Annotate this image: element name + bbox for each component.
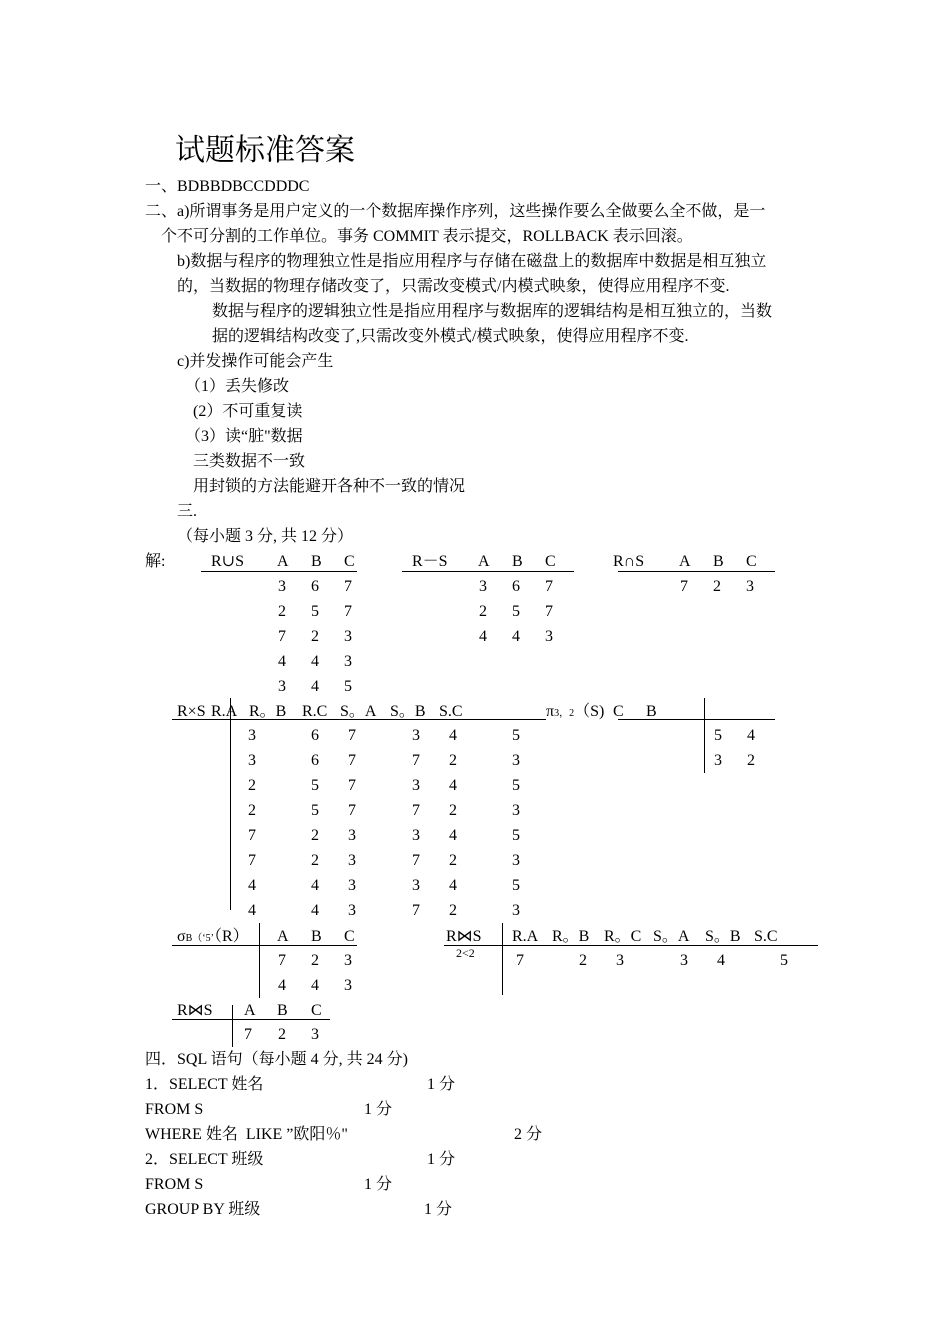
projection-col-b: B	[646, 703, 657, 720]
product-cell: 3	[512, 802, 520, 819]
sql-line-score: 1 分	[424, 1201, 453, 1218]
intersection-name: R∩S	[613, 553, 645, 570]
sql-line-score: 2 分	[514, 1126, 543, 1143]
section-2-c-line-4: 三类数据不一致	[193, 453, 306, 470]
projection-cell: 4	[747, 727, 755, 744]
selection-cell: 7	[278, 952, 286, 969]
product-cell: 3	[348, 827, 356, 844]
union-cell: 3	[344, 653, 352, 670]
section-2-b-line-4: 据的逻辑结构改变了,只需改变外模式/模式映象，使得应用程序不变.	[212, 328, 689, 345]
theta-join-col-sb: S。B	[705, 928, 741, 945]
product-cell: 3	[512, 852, 520, 869]
natural-join-column-rule	[232, 1005, 233, 1047]
intersection-col-b: B	[713, 553, 724, 570]
theta-join-cell: 3	[680, 952, 688, 969]
product-cell: 3	[412, 777, 420, 794]
product-cell: 5	[512, 877, 520, 894]
theta-join-header-rule	[444, 945, 818, 946]
selection-subscript: B（‘5’	[185, 933, 214, 944]
difference-col-a: A	[478, 553, 490, 570]
difference-cell: 2	[479, 603, 487, 620]
sql-line: FROM S	[145, 1101, 204, 1118]
difference-cell: 3	[545, 628, 553, 645]
theta-join-cell: 7	[516, 952, 524, 969]
product-name: R×S	[177, 703, 206, 720]
difference-cell: 6	[512, 578, 520, 595]
product-col-sb: S。B	[390, 703, 426, 720]
selection-col-b: B	[311, 928, 322, 945]
union-cell: 4	[278, 653, 286, 670]
union-cell: 7	[278, 628, 286, 645]
product-cell: 7	[412, 752, 420, 769]
product-cell: 7	[248, 852, 256, 869]
natural-join-header-rule	[172, 1019, 330, 1020]
product-cell: 5	[512, 727, 520, 744]
product-cell: 6	[311, 727, 319, 744]
intersection-header-rule	[618, 571, 775, 572]
product-cell: 4	[248, 877, 256, 894]
selection-col-a: A	[277, 928, 289, 945]
sql-line-score: 1 分	[364, 1101, 393, 1118]
product-cell: 4	[449, 727, 457, 744]
projection-label	[546, 702, 604, 724]
projection-cell: 5	[714, 727, 722, 744]
theta-join-cell: 2	[579, 952, 587, 969]
product-cell: 3	[512, 752, 520, 769]
difference-col-c: C	[545, 553, 556, 570]
difference-col-b: B	[512, 553, 523, 570]
intersection-cell: 2	[713, 578, 721, 595]
section-1-answers: 一、BDBBDBCCDDDC	[145, 178, 310, 195]
product-cell: 3	[248, 752, 256, 769]
sql-line-score: 1 分	[364, 1176, 393, 1193]
projection-pi: π	[546, 703, 555, 720]
difference-name: R－S	[412, 553, 448, 570]
selection-cell: 4	[311, 977, 319, 994]
union-cell: 2	[311, 628, 319, 645]
section-4-heading: 四．SQL 语句（每小题 4 分, 共 24 分)	[145, 1051, 408, 1068]
product-cell: 4	[449, 827, 457, 844]
theta-join-col-rc: R。C	[604, 928, 642, 945]
union-cell: 4	[311, 678, 319, 695]
union-cell: 5	[311, 603, 319, 620]
product-cell: 7	[348, 777, 356, 794]
sql-line: FROM S	[145, 1176, 204, 1193]
section-3-heading: 三.	[177, 503, 198, 520]
product-cell: 2	[311, 852, 319, 869]
natural-join-col-c: C	[311, 1002, 322, 1019]
product-cell: 5	[512, 777, 520, 794]
product-cell: 5	[512, 827, 520, 844]
selection-cell: 3	[344, 952, 352, 969]
section-2-c-line-2: (2）不可重复读	[193, 403, 303, 420]
product-cell: 3	[412, 877, 420, 894]
product-cell: 7	[348, 727, 356, 744]
theta-join-cell: 3	[616, 952, 624, 969]
theta-join-column-rule	[502, 923, 503, 995]
product-cell: 3	[348, 877, 356, 894]
product-cell: 5	[311, 802, 319, 819]
theta-join-cell: 4	[717, 952, 725, 969]
product-cell: 2	[248, 802, 256, 819]
union-col-a: A	[277, 553, 289, 570]
product-col-ra: R.A	[211, 703, 238, 720]
difference-cell: 4	[512, 628, 520, 645]
selection-column-rule	[259, 923, 260, 998]
projection-argument: （S)	[574, 703, 605, 720]
product-cell: 7	[348, 802, 356, 819]
difference-cell: 7	[545, 603, 553, 620]
natural-join-cell: 2	[278, 1026, 286, 1043]
section-2-b-line-1: b)数据与程序的物理独立性是指应用程序与存储在磁盘上的数据库中数据是相互独立	[177, 253, 767, 270]
product-col-rb: R。B	[249, 703, 287, 720]
section-2-c-line-5: 用封锁的方法能避开各种不一致的情况	[193, 478, 466, 495]
sql-line: WHERE 姓名 LIKE ”欧阳％"	[145, 1126, 348, 1143]
selection-cell: 3	[344, 977, 352, 994]
natural-join-col-a: A	[244, 1002, 256, 1019]
natural-join-name: R⋈S	[177, 1002, 213, 1019]
section-3-score: （每小题 3 分, 共 12 分）	[177, 528, 354, 545]
product-cell: 7	[412, 852, 420, 869]
product-col-rc: R.C	[302, 703, 328, 720]
projection-subscript: 3，2	[554, 708, 575, 719]
section-2-b-line-3: 数据与程序的逻辑独立性是指应用程序与数据库的逻辑结构是相互独立的，当数	[212, 303, 773, 320]
section-2-c-line-0: c)并发操作可能会产生	[177, 353, 334, 370]
projection-col-c: C	[613, 703, 624, 720]
product-cell: 3	[412, 827, 420, 844]
product-cell: 4	[248, 902, 256, 919]
theta-join-condition: 2<2	[456, 946, 475, 960]
selection-cell: 2	[311, 952, 319, 969]
theta-join-cell: 5	[780, 952, 788, 969]
product-cell: 3	[348, 902, 356, 919]
page-title: 试题标准答案	[175, 133, 355, 168]
product-cell: 2	[449, 902, 457, 919]
natural-join-cell: 7	[244, 1026, 252, 1043]
product-header-rule	[172, 719, 546, 720]
projection-cell: 2	[747, 752, 755, 769]
union-cell: 4	[311, 653, 319, 670]
sql-line: 1．SELECT 姓名	[145, 1076, 264, 1093]
union-cell: 7	[344, 578, 352, 595]
section-2-a-line-2: 个不可分割的工作单位。事务 COMMIT 表示提交，ROLLBACK 表示回滚。	[161, 228, 693, 245]
intersection-cell: 3	[746, 578, 754, 595]
theta-join-col-rb: R。B	[552, 928, 590, 945]
union-cell: 7	[344, 603, 352, 620]
product-cell: 7	[248, 827, 256, 844]
projection-header-rule	[618, 719, 775, 720]
product-cell: 6	[311, 752, 319, 769]
intersection-col-c: C	[746, 553, 757, 570]
union-cell: 3	[344, 628, 352, 645]
theta-join-col-sc: S.C	[754, 928, 778, 945]
product-col-sc: S.C	[439, 703, 463, 720]
selection-sigma: σ	[177, 928, 186, 945]
solution-label: 解:	[145, 553, 166, 570]
natural-join-col-b: B	[277, 1002, 288, 1019]
theta-join-name: R⋈S	[446, 928, 482, 945]
union-header-rule	[201, 571, 357, 572]
sql-line-score: 1 分	[427, 1151, 456, 1168]
section-2-a-line-1: 二、a)所谓事务是用户定义的一个数据库操作序列，这些操作要么全做要么全不做，是一	[145, 203, 766, 220]
difference-header-rule	[402, 571, 574, 572]
product-cell: 7	[348, 752, 356, 769]
difference-cell: 7	[545, 578, 553, 595]
union-name: R∪S	[211, 553, 244, 570]
intersection-col-a: A	[679, 553, 691, 570]
sql-line: 2．SELECT 班级	[145, 1151, 264, 1168]
product-cell: 3	[248, 727, 256, 744]
sql-line: GROUP BY 班级	[145, 1201, 261, 1218]
union-cell: 2	[278, 603, 286, 620]
difference-cell: 5	[512, 603, 520, 620]
union-cell: 3	[278, 678, 286, 695]
intersection-cell: 7	[680, 578, 688, 595]
difference-cell: 3	[479, 578, 487, 595]
product-cell: 3	[512, 902, 520, 919]
section-2-c-line-3: （3）读“脏"数据	[185, 428, 303, 445]
union-cell: 6	[311, 578, 319, 595]
selection-argument: （R）	[213, 928, 249, 945]
projection-column-rule	[704, 698, 705, 773]
selection-cell: 4	[278, 977, 286, 994]
product-cell: 3	[348, 852, 356, 869]
product-cell: 7	[412, 802, 420, 819]
product-cell: 3	[412, 727, 420, 744]
selection-header-rule	[172, 945, 357, 946]
union-col-b: B	[311, 553, 322, 570]
union-cell: 3	[278, 578, 286, 595]
theta-join-col-ra: R.A	[512, 928, 539, 945]
difference-cell: 4	[479, 628, 487, 645]
projection-cell: 3	[714, 752, 722, 769]
product-cell: 2	[449, 852, 457, 869]
selection-col-c: C	[344, 928, 355, 945]
product-cell: 4	[449, 877, 457, 894]
product-cell: 4	[449, 777, 457, 794]
sql-line-score: 1 分	[427, 1076, 456, 1093]
product-col-sa: S。A	[340, 703, 377, 720]
natural-join-cell: 3	[311, 1026, 319, 1043]
product-cell: 4	[311, 877, 319, 894]
theta-join-col-sa: S。A	[653, 928, 690, 945]
section-2-c-line-1: （1）丢失修改	[185, 378, 290, 395]
product-cell: 2	[248, 777, 256, 794]
product-cell: 2	[449, 802, 457, 819]
union-col-c: C	[344, 553, 355, 570]
product-column-rule	[230, 698, 231, 910]
section-2-b-line-2: 的，当数据的物理存储改变了，只需改变模式/内模式映象，使得应用程序不变.	[177, 278, 730, 295]
product-cell: 7	[412, 902, 420, 919]
product-cell: 4	[311, 902, 319, 919]
product-cell: 2	[449, 752, 457, 769]
union-cell: 5	[344, 678, 352, 695]
product-cell: 5	[311, 777, 319, 794]
product-cell: 2	[311, 827, 319, 844]
